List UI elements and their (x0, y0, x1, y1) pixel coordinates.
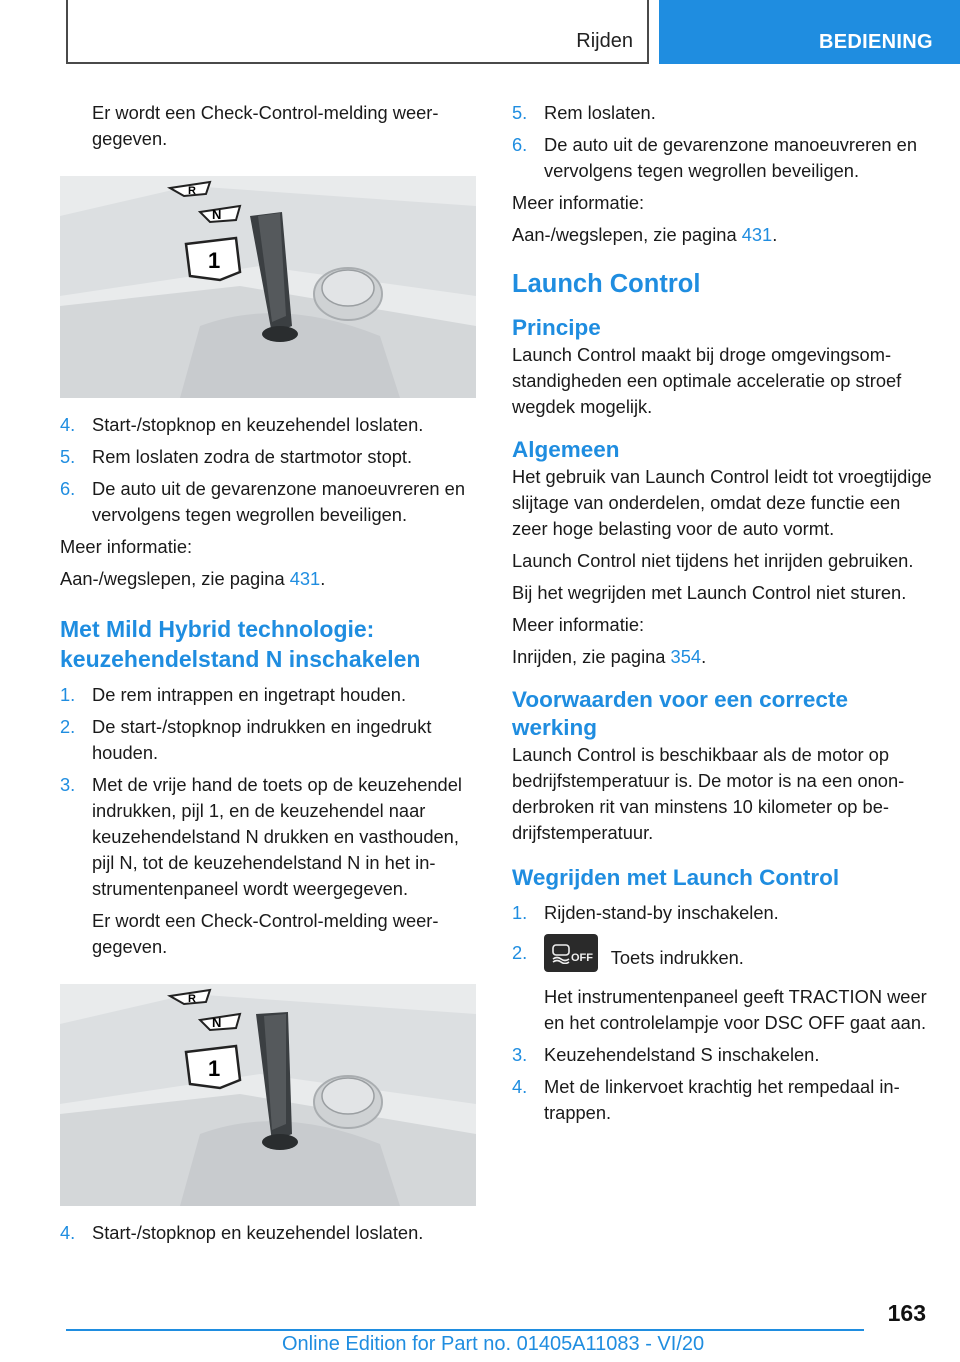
arrow-label-1: 1 (208, 1056, 221, 1081)
algemeen-text-3: Bij het wegrijden met Launch Control niet sturen. (512, 582, 907, 603)
arrow-label-r: R (188, 993, 196, 1005)
arrow-label-n: N (212, 1015, 222, 1030)
gear-selector-figure-1 (60, 176, 476, 398)
list-item: 3. Keuzehendelstand S inschakelen. (512, 1044, 820, 1065)
edition-footer: Online Edition for Part no. 01405A11083 - VI/20 (282, 1333, 705, 1355)
list-item: 5. Rem loslaten zodra de startmotor stopt. (60, 446, 413, 467)
arrow-label-n: N (212, 207, 222, 222)
chapter-tab (659, 0, 960, 64)
page-title: Launch Control (512, 270, 701, 298)
page-link-431[interactable]: 431 (289, 568, 321, 589)
footer-divider (66, 1329, 864, 1331)
list-item: 5. Rem loslaten. (512, 102, 656, 123)
list-item: 6. De auto uit de gevarenzone manoeuvreren en vervolgens tegen wegrollen beveiligen. (60, 478, 465, 525)
page-link-354[interactable]: 354 (670, 646, 702, 667)
gear-selector-figure-2 (60, 984, 476, 1206)
list-item: 6. De auto uit de gevarenzone manoeuvreren en vervolgens tegen wegrollen beveiligen. (512, 134, 917, 181)
section-heading-principe: Principe (512, 315, 601, 340)
section-heading-algemeen: Algemeen (512, 437, 620, 462)
right-column (512, 100, 932, 1132)
cross-reference: Inrijden, zie pagina 354. (512, 646, 707, 667)
arrow-label-1: 1 (208, 248, 221, 273)
step-list-2 (60, 682, 478, 960)
list-item: 2. De start-/stopknop indrukken en ingedrukt houden. (60, 716, 432, 763)
section-heading-mild-hybrid: Met Mild Hybrid technologie: keuzehendelstand N inschakelen (60, 616, 421, 672)
step-list-wegrijden (512, 900, 932, 1126)
algemeen-text-2: Launch Control niet tijdens het inrijden gebruiken. (512, 550, 914, 571)
section-heading-wegrijden: Wegrijden met Launch Control (512, 865, 840, 890)
step-note: Er wordt een Check-Control-melding weergegeven. (92, 910, 439, 957)
section-title: Rijden (576, 30, 633, 52)
left-column (60, 100, 478, 1252)
arrow-label-r: R (188, 185, 196, 197)
list-item: 4. Met de linkervoet krachtig het rempedaal intrappen. (512, 1076, 900, 1123)
step-note: Het instrumentenpaneel geeft TRACTION weer en het controlelampje voor DSC OFF gaat aan. (544, 986, 927, 1033)
cross-reference: Aan-/wegslepen, zie pagina 431. (60, 568, 326, 589)
principe-text: Launch Control maakt bij droge omgevingsomstandigheden een optimale acceleratie op stroef wegdek mogelijk. (512, 344, 902, 417)
list-item: 4. Start-/stopknop en keuzehendel loslaten. (60, 1222, 424, 1243)
cross-reference: Aan-/wegslepen, zie pagina 431. (512, 224, 778, 245)
page-number: 163 (887, 1300, 926, 1326)
list-item: 2. OFF Toets indrukken. Het instrumentenpaneel geeft TRACTION weer en het controlelampje voor DSC OFF gaat aan. (512, 940, 932, 1036)
dsc-off-icon: OFF (544, 934, 598, 972)
more-info-label: Meer informatie: (512, 614, 645, 635)
more-info-label: Meer informatie: (512, 192, 645, 213)
list-item: 3. Met de vrije hand de toets op de keuzehendel indrukken, pijl 1, en de keuzehendel naar keuzehendelstand N drukken en vasthouden, pijl N, tot de keuzehendelstand N in het instrumentenpaneel wordt weergegeven. Er wordt een Check-Control-melding weergegeven. (60, 772, 478, 960)
intro-text: Er wordt een Check-Control-melding weergegeven. (92, 102, 439, 149)
step-list-1 (60, 412, 478, 528)
list-item: 1. Rijden-stand-by inschakelen. (512, 902, 779, 923)
section-heading-voorwaarden: Voorwaarden voor een correcte werking (512, 687, 848, 740)
voorwaarden-text: Launch Control is beschikbaar als de motor op bedrijfstemperatuur is. De motor is na een ononderbroken rit van minstens 10 kilometer op bedrijfstemperatuur. (512, 744, 905, 843)
more-info-label: Meer informatie: (60, 536, 193, 557)
list-item: 4. Start-/stopknop en keuzehendel loslaten. (60, 414, 424, 435)
algemeen-text-1: Het gebruik van Launch Control leidt tot vroegtijdige slijtage van onderdelen, omdat deze functie een zeer hoge belasting voor de auto vormt. (512, 466, 932, 539)
chapter-title: BEDIENING (819, 31, 933, 53)
running-header-frame (66, 0, 649, 64)
page-link-431[interactable]: 431 (741, 224, 773, 245)
list-item: 1. De rem intrappen en ingetrapt houden. (60, 684, 407, 705)
